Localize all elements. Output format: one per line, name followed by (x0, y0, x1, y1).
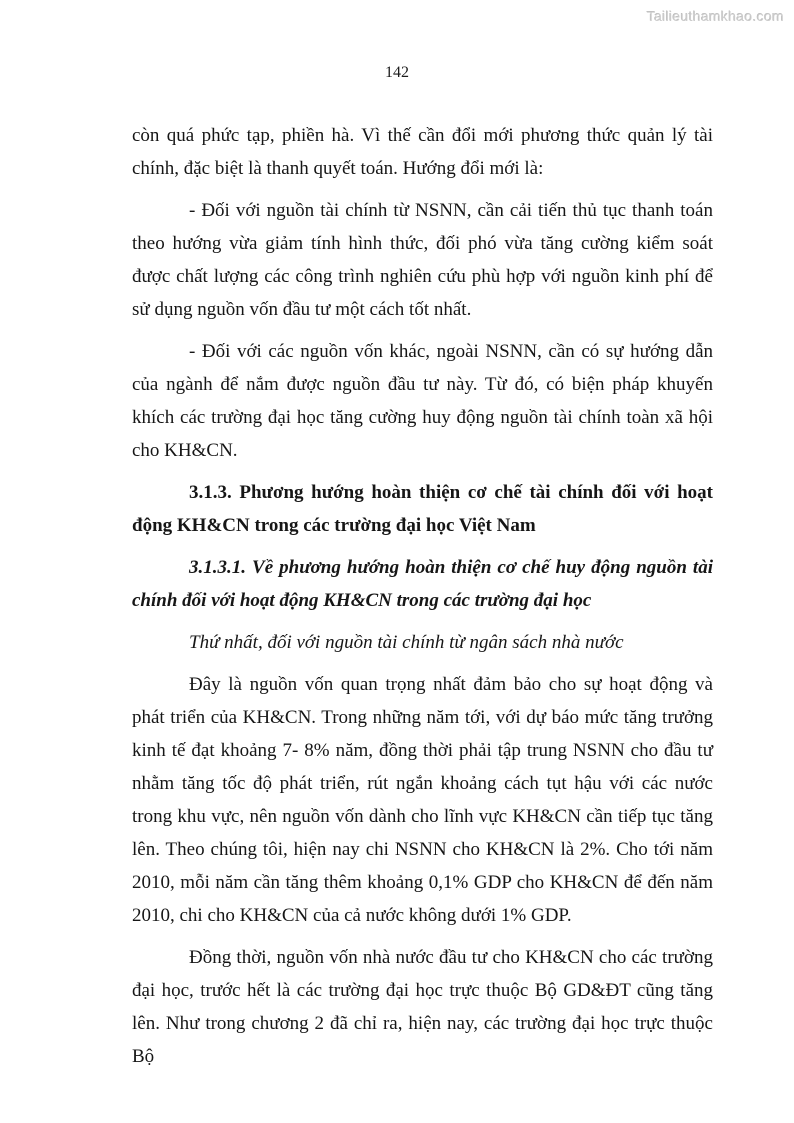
paragraph-nsnn-payment: - Đối với nguồn tài chính từ NSNN, cần cải tiến thủ tục thanh toán theo hướng vừa giảm tính hình thức, đối phó vừa tăng cường kiểm soát được chất lượng các công trình nghiên cứu phù hợp với nguồn kinh phí để sử dụng nguồn vốn đầu tư một cách tốt nhất. (132, 200, 713, 320)
watermark: Tailieuthamkhao.com (646, 8, 784, 24)
page-number: 142 (385, 64, 409, 81)
section-heading-3-1-3: 3.1.3. Phương hướng hoàn thiện cơ chế tài chính đối với hoạt động KH&CN trong các trường đại học Việt Nam (132, 482, 713, 536)
paragraph-other-funds: - Đối với các nguồn vốn khác, ngoài NSNN, cần có sự hướng dẫn của ngành để nắm được nguồn đầu tư này. Từ đó, có biện pháp khuyến khích các trường đại học tăng cường huy động nguồn tài chính toàn xã hội cho KH&CN. (132, 341, 713, 461)
paragraph-university-funding: Đồng thời, nguồn vốn nhà nước đầu tư cho KH&CN cho các trường đại học, trước hết là các trường đại học trực thuộc Bộ GD&ĐT cũng tăng lên. Như trong chương 2 đã chỉ ra, hiện nay, các trường đại học trực thuộc Bộ (132, 947, 713, 1067)
subsection-heading-3-1-3-1: 3.1.3.1. Về phương hướng hoàn thiện cơ chế huy động nguồn tài chính đối với hoạt động KH&CN trong các trường đại học (132, 557, 713, 611)
paragraph-continuation: còn quá phức tạp, phiền hà. Vì thế cần đổi mới phương thức quản lý tài chính, đặc biệt là thanh quyết toán. Hướng đổi mới là: (132, 125, 713, 179)
paragraph-state-budget: Đây là nguồn vốn quan trọng nhất đảm bảo cho sự hoạt động và phát triển của KH&CN. Trong những năm tới, với dự báo mức tăng trưởng kinh tế đạt khoảng 7- 8% năm, đồng thời phải tập trung NSNN cho đầu tư nhằm tăng tốc độ phát triển, rút ngắn khoảng cách tụt hậu với các nước trong khu vực, nên nguồn vốn dành cho lĩnh vực KH&CN cần tiếp tục tăng lên. Theo chúng tôi, hiện nay chi NSNN cho KH&CN là 2%. Cho tới năm 2010, mỗi năm cần tăng thêm khoảng 0,1% GDP cho KH&CN để đến năm 2010, chi cho KH&CN của cả nước không dưới 1% GDP. (132, 674, 713, 926)
lead-sentence-first-point: Thứ nhất, đối với nguồn tài chính từ ngân sách nhà nước (189, 632, 624, 653)
document-body (132, 119, 713, 1082)
